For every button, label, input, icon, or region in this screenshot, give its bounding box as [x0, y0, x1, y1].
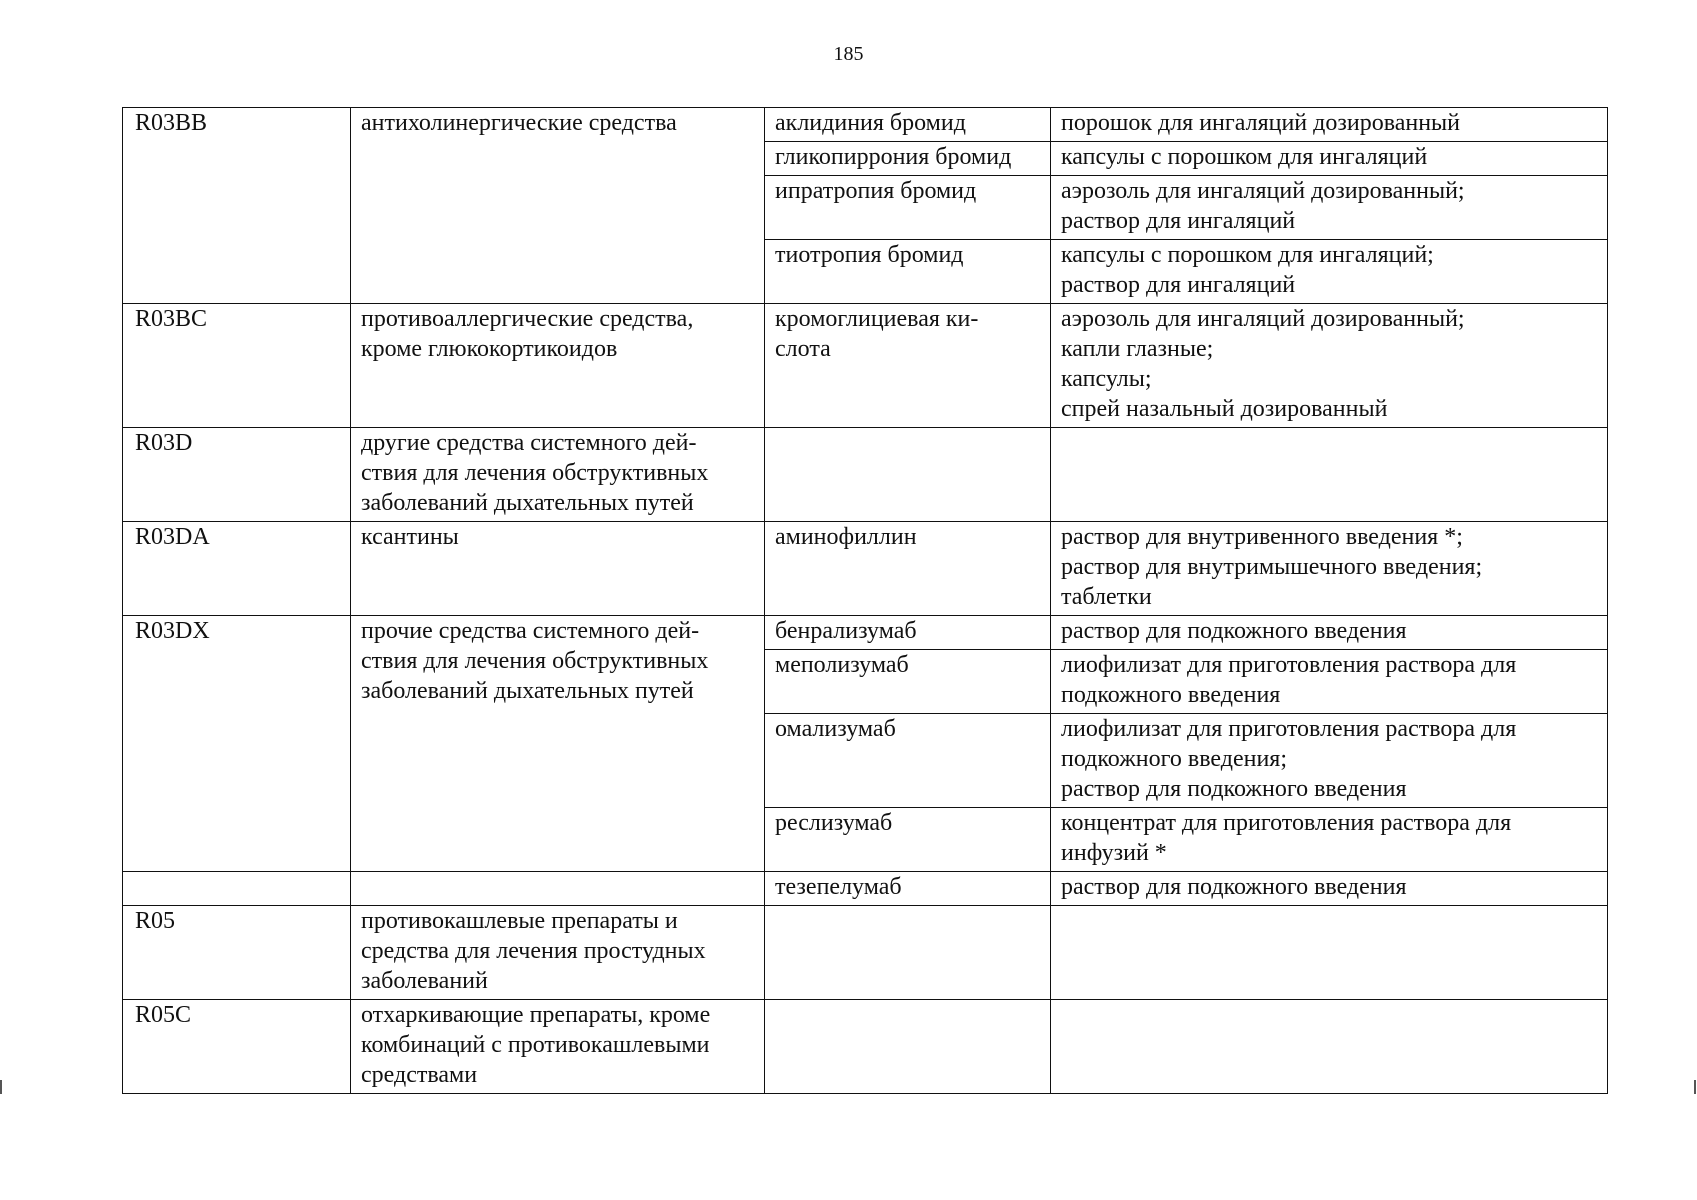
dosage-form-line: аэрозоль для ингаляций дозированный;	[1061, 306, 1465, 332]
table-row	[123, 428, 1608, 522]
atc-code-cell	[123, 108, 351, 304]
drug-name-line: тиотропия бромид	[775, 242, 964, 268]
dosage-form-cell	[1051, 906, 1608, 1000]
dosage-form-cell	[1051, 1000, 1608, 1094]
atc-code: R03BB	[135, 110, 208, 136]
drug-name-line: аминофиллин	[775, 524, 917, 550]
dosage-form-cell	[1051, 142, 1608, 176]
group-name-line: средствами	[361, 1062, 478, 1088]
table-row	[123, 872, 1608, 906]
atc-code-cell	[123, 1000, 351, 1094]
dosage-form-cell	[1051, 808, 1608, 872]
group-name-cell	[351, 616, 765, 872]
drug-name-cell	[765, 142, 1051, 176]
table-row	[123, 108, 1608, 142]
dosage-form-line: таблетки	[1061, 584, 1152, 610]
drug-name-cell	[765, 1000, 1051, 1094]
group-name-line: ствия для лечения обструктивных	[361, 648, 709, 674]
drug-name-cell	[765, 522, 1051, 616]
group-name-line: антихолинергические средства	[361, 110, 677, 136]
atc-code-cell	[123, 872, 351, 906]
dosage-form-cell	[1051, 872, 1608, 906]
drug-name-cell	[765, 714, 1051, 808]
atc-code-cell	[123, 304, 351, 428]
dosage-form-line: подкожного введения	[1061, 682, 1281, 708]
atc-code: R03D	[135, 430, 193, 456]
drug-name-line: тезепелумаб	[775, 874, 902, 900]
drug-name-cell	[765, 304, 1051, 428]
page-edge-mark-left	[0, 1080, 2, 1094]
table-row	[123, 616, 1608, 650]
atc-code: R03DX	[135, 618, 210, 644]
dosage-form-line: капсулы с порошком для ингаляций	[1061, 144, 1428, 170]
dosage-form-line: раствор для подкожного введения	[1061, 874, 1407, 900]
atc-code-cell	[123, 428, 351, 522]
drug-name-cell	[765, 872, 1051, 906]
group-name-line: заболеваний дыхательных путей	[361, 490, 694, 516]
group-name-line: ствия для лечения обструктивных	[361, 460, 709, 486]
drug-name-line: бенрализумаб	[775, 618, 917, 644]
dosage-form-cell	[1051, 176, 1608, 240]
drug-name-line: аклидиния бромид	[775, 110, 966, 136]
group-name-line: ксантины	[361, 524, 459, 550]
drug-name-cell	[765, 428, 1051, 522]
page-number: 185	[833, 43, 864, 65]
drug-name-line: гликопиррония бромид	[775, 144, 1012, 170]
drug-name-line: кромоглициевая ки-	[775, 306, 979, 332]
dosage-form-line: раствор для подкожного введения	[1061, 618, 1407, 644]
page-edge-mark-right	[1694, 1080, 1696, 1094]
group-name-cell	[351, 872, 765, 906]
dosage-form-cell	[1051, 650, 1608, 714]
drug-name-cell	[765, 108, 1051, 142]
drug-name-line: омализумаб	[775, 716, 896, 742]
dosage-form-line: раствор для ингаляций	[1061, 208, 1296, 234]
drug-name-cell	[765, 176, 1051, 240]
group-name-line: комбинаций с противокашлевыми	[361, 1032, 710, 1058]
table-row	[123, 906, 1608, 1000]
group-name-line: средства для лечения простудных	[361, 938, 706, 964]
dosage-form-line: лиофилизат для приготовления раствора для	[1061, 716, 1517, 742]
drug-name-cell	[765, 650, 1051, 714]
dosage-form-line: капсулы;	[1061, 366, 1152, 392]
drug-name-line: ипратропия бромид	[775, 178, 977, 204]
group-name-line: кроме глюкокортикоидов	[361, 336, 618, 362]
dosage-form-line: инфузий *	[1061, 840, 1167, 866]
drug-name-cell	[765, 616, 1051, 650]
group-name-cell	[351, 428, 765, 522]
dosage-form-cell	[1051, 108, 1608, 142]
dosage-form-line: капсулы с порошком для ингаляций;	[1061, 242, 1434, 268]
dosage-form-cell	[1051, 522, 1608, 616]
group-name-line: противоаллергические средства,	[361, 306, 694, 332]
group-name-cell	[351, 108, 765, 304]
group-name-line: противокашлевые препараты и	[361, 908, 678, 934]
group-name-cell	[351, 522, 765, 616]
group-name-line: прочие средства системного дей-	[361, 618, 700, 644]
drug-name-line: меполизумаб	[775, 652, 909, 678]
dosage-form-cell	[1051, 616, 1608, 650]
medicines-table	[122, 107, 1608, 1094]
dosage-form-line: концентрат для приготовления раствора для	[1061, 810, 1512, 836]
drug-name-line: слота	[775, 336, 831, 362]
table-row	[123, 522, 1608, 616]
atc-code: R03DA	[135, 524, 210, 550]
group-name-cell	[351, 906, 765, 1000]
table-row	[123, 304, 1608, 428]
drug-name-line: реслизумаб	[775, 810, 893, 836]
drug-name-cell	[765, 808, 1051, 872]
dosage-form-cell	[1051, 240, 1608, 304]
group-name-line: отхаркивающие препараты, кроме	[361, 1002, 711, 1028]
atc-code: R03BC	[135, 306, 208, 332]
atc-code-cell	[123, 522, 351, 616]
group-name-line: другие средства системного дей-	[361, 430, 697, 456]
dosage-form-line: аэрозоль для ингаляций дозированный;	[1061, 178, 1465, 204]
dosage-form-line: капли глазные;	[1061, 336, 1214, 362]
dosage-form-line: подкожного введения;	[1061, 746, 1287, 772]
dosage-form-line: раствор для ингаляций	[1061, 272, 1296, 298]
drug-name-cell	[765, 240, 1051, 304]
dosage-form-cell	[1051, 714, 1608, 808]
group-name-line: заболеваний	[361, 968, 488, 994]
group-name-cell	[351, 1000, 765, 1094]
dosage-form-cell	[1051, 428, 1608, 522]
group-name-cell	[351, 304, 765, 428]
atc-code: R05	[135, 908, 176, 934]
drug-name-cell	[765, 906, 1051, 1000]
group-name-line: заболеваний дыхательных путей	[361, 678, 694, 704]
dosage-form-line: раствор для внутривенного введения *;	[1061, 524, 1463, 550]
dosage-form-cell	[1051, 304, 1608, 428]
dosage-form-line: раствор для внутримышечного введения;	[1061, 554, 1483, 580]
dosage-form-line: лиофилизат для приготовления раствора для	[1061, 652, 1517, 678]
dosage-form-line: раствор для подкожного введения	[1061, 776, 1407, 802]
table-row	[123, 1000, 1608, 1094]
atc-code-cell	[123, 906, 351, 1000]
dosage-form-line: порошок для ингаляций дозированный	[1061, 110, 1461, 136]
atc-code: R05C	[135, 1002, 192, 1028]
dosage-form-line: спрей назальный дозированный	[1061, 396, 1388, 422]
atc-code-cell	[123, 616, 351, 872]
